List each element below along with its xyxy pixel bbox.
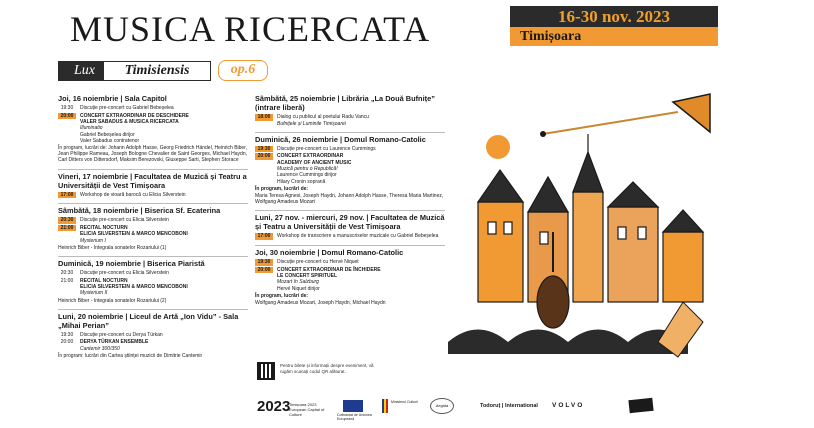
day-heading: Sâmbătă, 18 noiembrie | Biserica Sf. Ecaterina bbox=[58, 203, 248, 215]
schedule-row bbox=[58, 113, 248, 120]
event-subtitle: Illuminatio bbox=[80, 125, 103, 132]
buildings-icon bbox=[478, 134, 703, 302]
event-performer: ACADEMY OF ANCIENT MUSIC bbox=[277, 159, 352, 166]
event-credit: Gabriel Bebeșelea dirijor bbox=[80, 131, 135, 138]
event-time: 17:00 bbox=[58, 192, 76, 199]
event-program: În program: lucrări din Cartea științei muzicii de Dimitrie Cantemir bbox=[58, 353, 203, 360]
event-program: În program, lucrări de: Johann Adolph Hasse, Georg Friedrich Händel, Heinrich Biber, Jean Philippe Rameau, Joseph Bologne Chevalier de Saint Georges, Michael Haydn, Carl Ditters von Dittersdorf, Maksim Berezovski, Giuseppe Sarti, Stephen Storace bbox=[58, 145, 248, 164]
event-program: Maria Teresa Agnesi, Joseph Haydn, Johann Adolph Hasse, Theresa Maria Martinez, Wolfgang Amadeus Mozart bbox=[255, 193, 444, 206]
schedule-row bbox=[58, 278, 248, 285]
schedule-row bbox=[58, 339, 248, 346]
event-text: Discuție pre-concert cu Laurence Cummings bbox=[277, 145, 376, 152]
subtitle-timisiensis: Timisiensis bbox=[103, 61, 211, 81]
event-text: Discuție pre-concert cu Elicia Silverstein bbox=[80, 217, 169, 224]
event-time: 20:00 bbox=[255, 153, 273, 160]
event-text: Dialog cu publicul al poetului Radu Vancu bbox=[277, 114, 369, 120]
event-credit: Hervé Niquet dirijor bbox=[277, 285, 320, 292]
event-program: Heinrich Biber - Integrala sonatelor Rozariului (1) bbox=[58, 244, 167, 251]
schedule-row bbox=[58, 217, 248, 224]
event-time: 18:00 bbox=[255, 114, 273, 121]
festival-subtitle bbox=[58, 61, 268, 81]
day-heading: Vineri, 17 noiembrie | Facultatea de Muzică și Teatru a Universității de Vest Timișoara bbox=[58, 169, 248, 190]
schedule-row bbox=[58, 270, 248, 277]
event-program: Wolfgang Amadeus Mozart, Joseph Haydn, Michael Haydn bbox=[255, 300, 386, 306]
partner-logo bbox=[628, 398, 653, 413]
event-text: Discuție pre-concert cu Gabriel Bebeșelea bbox=[80, 105, 174, 111]
signature-logo: Aegida bbox=[430, 398, 454, 414]
event-subtitle: Bufnițele și Luminile Timișoarei bbox=[277, 120, 346, 127]
day-heading: Duminică, 26 noiembrie | Domul Romano-Catolic bbox=[255, 132, 445, 144]
event-performer: LE CONCERT SPIRITUEL bbox=[277, 273, 338, 280]
day-heading: Joi, 16 noiembrie | Sala Capitol bbox=[58, 94, 167, 103]
event-time: 19:30 bbox=[255, 259, 273, 266]
event-program: În program, lucrări de: bbox=[255, 292, 309, 299]
event-subtitle: Mysterium II bbox=[80, 290, 108, 297]
event-time: 20:00 bbox=[255, 267, 273, 274]
romania-flag-icon bbox=[382, 399, 388, 413]
event-text: CONCERT EXTRAORDINAR bbox=[277, 153, 344, 160]
event-text: RECITAL NOCTURN bbox=[80, 277, 128, 284]
schedule-row bbox=[255, 153, 445, 160]
event-time: 21:00 bbox=[58, 225, 76, 232]
schedule-row bbox=[255, 146, 445, 153]
event-performer: ELICIA SILVERSTEIN & MARCO MENCOBONI bbox=[80, 231, 188, 238]
capital-of-culture-logo: 2023 bbox=[257, 398, 291, 415]
schedule-row bbox=[255, 233, 445, 240]
day-heading: Sâmbătă, 25 noiembrie | Librăria „La Două Bufnițe” (intrare liberă) bbox=[255, 94, 435, 112]
event-time: 19:30 bbox=[60, 105, 74, 111]
day-heading: Duminică, 19 noiembrie | Biserica Piaristă bbox=[58, 256, 248, 268]
event-text: CONCERT EXTRAORDINAR DE DESCHIDERE bbox=[80, 112, 189, 119]
event-subtitle: Muzică pentru o Republică! bbox=[277, 166, 338, 173]
schedule-column-2 bbox=[255, 94, 445, 306]
sponsor-logos bbox=[257, 396, 717, 421]
event-subtitle: Mozart în Salzburg bbox=[277, 279, 319, 286]
event-credit: Laurence Cummings dirijor bbox=[277, 172, 337, 179]
eu-flag-icon bbox=[343, 400, 363, 412]
capital-of-culture-caption: Timișoara 2023 European Capital of Culture bbox=[289, 402, 325, 417]
event-time: 20:30 bbox=[60, 270, 74, 276]
event-time: 17:00 bbox=[255, 233, 273, 240]
event-text: RECITAL NOCTURN bbox=[80, 224, 128, 231]
qr-caption: Pentru bilete și informații despre eveniment, vă rugăm scanați codul QR alăturat. bbox=[280, 363, 374, 374]
bridge-icon bbox=[448, 330, 688, 355]
event-text: Discuție pre-concert cu Derya Türkan bbox=[80, 331, 163, 338]
event-program: Heinrich Biber - Integrala sonatelor Rozariului (2) bbox=[58, 297, 167, 304]
festival-dates: 16-30 nov. 2023 bbox=[510, 6, 718, 27]
event-credit: Hilary Cronin soprană bbox=[277, 178, 326, 185]
schedule-row bbox=[58, 332, 248, 339]
schedule-row bbox=[58, 225, 248, 232]
qr-code[interactable] bbox=[257, 362, 275, 380]
event-program: În program, lucrări de: bbox=[255, 185, 309, 192]
volvo-logo: VOLVO bbox=[552, 402, 585, 409]
event-credit: Valer Sabadus contratenor bbox=[80, 137, 140, 144]
schedule-row bbox=[255, 114, 445, 121]
ministry-caption: Ministerul Culturii bbox=[391, 400, 418, 404]
day-heading: Luni, 20 noiembrie | Liceul de Artă „Ion Vidu” - Sala „Mihai Perian” bbox=[58, 309, 248, 330]
event-text: Discuție pre-concert cu Hervé Niquet bbox=[277, 259, 359, 265]
schedule-column-1 bbox=[58, 94, 248, 359]
event-time: 20:00 bbox=[58, 113, 76, 120]
eu-caption: Cofinanțat de Uniunea Europeană bbox=[337, 413, 372, 421]
edition-badge: op.6 bbox=[218, 60, 268, 81]
event-text: Workshop de transcriere a manuscriselor muzicale cu Gabriel Bebeșelea bbox=[277, 233, 439, 240]
event-text: Workshop de vioară barocă cu Elicia Silverstein bbox=[80, 191, 186, 198]
event-time: 20:00 bbox=[60, 339, 74, 346]
festival-city: Timișoara bbox=[510, 27, 718, 46]
event-subtitle: Mysterium I bbox=[80, 237, 106, 244]
event-text: CONCERT EXTRAORDINAR DE ÎNCHIDERE bbox=[277, 266, 381, 273]
todorut-logo: Todoruț | International bbox=[480, 403, 538, 409]
schedule-row bbox=[58, 192, 248, 199]
event-time: 19:30 bbox=[255, 146, 273, 153]
event-time: 20:30 bbox=[58, 217, 76, 224]
trumpet-icon bbox=[540, 94, 710, 137]
event-performer: ELICIA SILVERSTEIN & MARCO MENCOBONI bbox=[80, 284, 188, 291]
subtitle-lux: Lux bbox=[74, 63, 95, 78]
day-heading: Joi, 30 noiembrie | Domul Romano-Catolic bbox=[255, 245, 445, 257]
festival-title: MUSICA RICERCATA bbox=[70, 9, 431, 49]
event-time: 21:00 bbox=[60, 277, 74, 284]
event-time: 19:30 bbox=[60, 331, 74, 338]
event-text: DERYA TÜRKAN ENSEMBLE bbox=[80, 339, 149, 346]
event-subtitle: Cantemir 300/350 bbox=[80, 345, 120, 352]
event-text: Discuție pre-concert cu Elicia Silverstein bbox=[80, 270, 169, 276]
sun-icon bbox=[486, 135, 510, 159]
schedule-row bbox=[255, 267, 445, 274]
event-performer: VALER SABADUS & MUSICA RICERCATA bbox=[80, 119, 179, 126]
day-heading: Luni, 27 nov. - miercuri, 29 nov. | Facultatea de Muzică și Teatru a Universității de Vest Timișoara bbox=[255, 210, 445, 231]
schedule-row bbox=[255, 259, 445, 266]
schedule-row bbox=[58, 105, 248, 112]
city-illustration bbox=[448, 92, 718, 392]
